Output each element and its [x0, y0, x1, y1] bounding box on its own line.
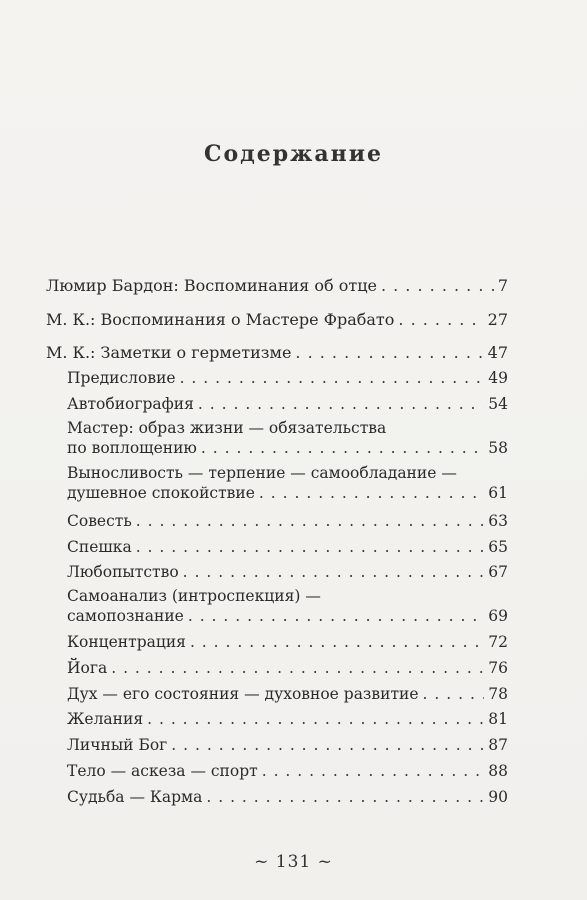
toc-page-number: 88: [488, 762, 508, 780]
toc-subentry[interactable]: [67, 658, 508, 678]
dot-leader: [206, 787, 484, 807]
dot-leader: [259, 483, 484, 503]
dot-leader: [136, 511, 484, 531]
toc-subentry[interactable]: [67, 394, 508, 414]
toc-entry-label: Спешка: [67, 538, 132, 556]
dot-leader: [398, 310, 483, 330]
toc-entry-label: Личный Бог: [67, 736, 168, 754]
toc-subentry[interactable]: [67, 787, 508, 807]
toc-subentry[interactable]: [67, 586, 508, 626]
dot-leader: [188, 606, 484, 626]
toc-entry-label: М. К.: Воспоминания о Мастере Фрабато: [46, 310, 395, 329]
toc-page-number: 54: [488, 395, 508, 413]
toc-subentry[interactable]: [67, 463, 508, 503]
toc-entry-label-continued: душевное спокойствие: [67, 484, 255, 502]
toc-entry-label-continued: по воплощению: [67, 439, 197, 457]
dot-leader: [295, 343, 483, 363]
toc-page-number: 81: [488, 710, 508, 728]
toc-page-number: 69: [488, 607, 508, 625]
toc-entry-label: Совесть: [67, 512, 132, 530]
toc-page-number: 47: [487, 343, 508, 362]
dot-leader: [111, 658, 484, 678]
page-title: Содержание: [203, 141, 384, 167]
page-number-footer: ~ 131 ~: [254, 852, 333, 872]
toc-subentry[interactable]: [67, 709, 508, 729]
toc-subentry[interactable]: [67, 735, 508, 755]
toc-subentry[interactable]: [67, 511, 508, 531]
toc-page-number: 90: [488, 788, 508, 806]
dot-leader: [201, 438, 484, 458]
toc-page-number: 65: [488, 538, 508, 556]
toc-entry[interactable]: [46, 276, 508, 296]
toc-page-number: 72: [488, 633, 508, 651]
dot-leader: [262, 761, 485, 781]
dot-leader: [147, 709, 484, 729]
toc-entry-label: Дух — его состояния — духовное развитие: [67, 685, 419, 703]
toc-subentry[interactable]: [67, 761, 508, 781]
toc-entry[interactable]: [46, 310, 508, 330]
toc-entry-label: Судьба — Карма: [67, 788, 203, 806]
toc-entry-label: Люмир Бардон: Воспоминания об отце: [46, 276, 377, 295]
toc-page-number: 7: [497, 276, 508, 295]
toc-entry-label: Автобиография: [67, 395, 194, 413]
toc-subentry[interactable]: [67, 632, 508, 652]
toc-subentry[interactable]: [67, 684, 508, 704]
toc-page-number: 58: [488, 439, 508, 457]
toc-page-number: 78: [488, 685, 508, 703]
toc-page-number: 67: [488, 563, 508, 581]
toc-page-number: 87: [488, 736, 508, 754]
toc-entry-label: Выносливость — терпение — самообладание —: [67, 464, 457, 482]
toc-entry-label-continued: самопознание: [67, 607, 184, 625]
toc-page-number: 61: [488, 484, 508, 502]
toc-page-number: 27: [487, 310, 508, 329]
dot-leader: [136, 537, 485, 557]
toc-page-number: 49: [488, 369, 508, 387]
toc-entry-label: Йога: [67, 659, 108, 677]
dot-leader: [183, 562, 485, 582]
dot-leader: [190, 632, 484, 652]
toc-subentry[interactable]: [67, 562, 508, 582]
dot-leader: [198, 394, 484, 414]
toc-entry-label: Самоанализ (интроспекция) —: [67, 587, 321, 605]
toc-entry[interactable]: [46, 343, 508, 363]
toc-entry-label: Тело — аскеза — спорт: [67, 762, 258, 780]
toc-entry-label: Любопытство: [67, 563, 179, 581]
toc-entry-label: Предисловие: [67, 369, 176, 387]
dot-leader: [423, 684, 485, 704]
dot-leader: [381, 276, 494, 296]
toc-entry-label: Мастер: образ жизни — обязательства: [67, 419, 387, 437]
toc-subentry[interactable]: [67, 368, 508, 388]
toc-subentry[interactable]: [67, 418, 508, 458]
toc-page-number: 63: [488, 512, 508, 530]
toc-page-number: 76: [488, 659, 508, 677]
toc-subentry[interactable]: [67, 537, 508, 557]
toc-entry-label: Концентрация: [67, 633, 186, 651]
dot-leader: [171, 735, 484, 755]
toc-entry-label: Желания: [67, 710, 144, 728]
dot-leader: [180, 368, 485, 388]
toc-entry-label: М. К.: Заметки о герметизме: [46, 343, 292, 362]
